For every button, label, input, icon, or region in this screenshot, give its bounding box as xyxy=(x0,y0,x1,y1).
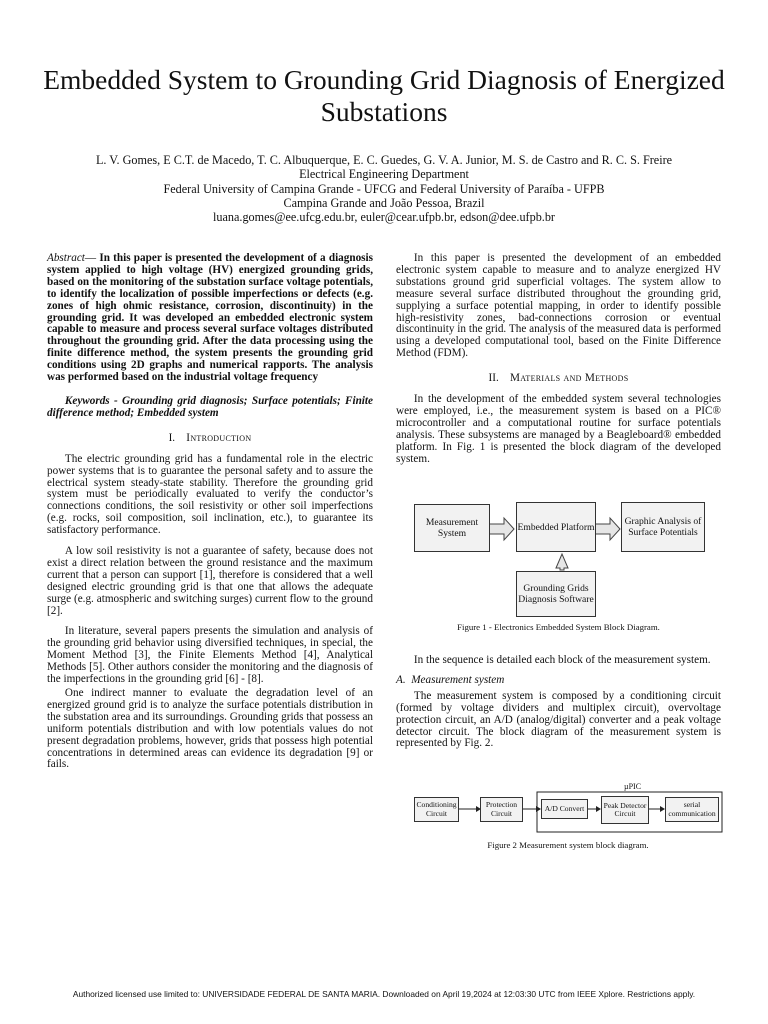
section-heading-materials xyxy=(396,373,721,385)
ieee-footer: Authorized licensed use limited to: UNIVERSIDADE FEDERAL DE SANTA MARIA. Downloaded on April 19,2024 at 12:03:30 UTC from IEEE Xplore. Restrictions apply. xyxy=(72,989,696,999)
abstract-label: Abstract xyxy=(47,252,85,264)
section-title: Materials and Methods xyxy=(509,372,629,385)
peak-detector-block: Peak Detector Circuit xyxy=(601,796,649,824)
measurement-system-block: Measurement System xyxy=(414,504,490,552)
intro-paragraph-5: In this paper is presented the development of an embedded electronic system capable to measure and to analyze energized HV substations ground grid superficial voltages. The system allow to measure several surface distributed throughout the grounding grid, supplying a surface potential mapping, in order to identify possible high-resistivity zones, bad-connections corrosion or eventual discontinuity in the grid. The analysis of the measured data is performed using a developed computational tool, based on the Finite Difference Method (FDM). xyxy=(396,252,721,360)
methods-paragraph-2: In the sequence is detailed each block of the measurement system. xyxy=(413,654,711,666)
author-department: Electrical Engineering Department xyxy=(299,167,469,182)
author-city: Campina Grande and João Pessoa, Brazil xyxy=(283,195,485,210)
methods-paragraph-1: In the development of the embedded system several technologies were employed, i.e., the measurement system is based on a PIC® microcontroller and a computational routine for surface potentials analysis. These subsystems are managed by a Beagleboard® embedded platform. In Fig. 1 is presented the block diagram of the developed system. xyxy=(396,393,721,465)
right-column-continued xyxy=(396,655,721,750)
diagnosis-software-block: Grounding Grids Diagnosis Software xyxy=(516,571,596,617)
left-column xyxy=(47,253,373,771)
right-column xyxy=(396,253,721,466)
conditioning-circuit-block: Conditioning Circuit xyxy=(414,797,459,822)
abstract-dash: — xyxy=(84,252,97,264)
upic-label: µPIC xyxy=(624,782,642,791)
subsection-title: Measurement system xyxy=(411,673,505,686)
author-names: L. V. Gomes, E C.T. de Macedo, T. C. Albuquerque, E. C. Guedes, G. V. A. Junior, M. S. de Castro and R. C. S. Freire xyxy=(95,153,673,167)
methods-paragraph-3: The measurement system is composed by a conditioning circuit (formed by voltage dividers and multiplex circuit), overvoltage protection circuit, an A/D (analog/digital) converter and a peak voltage detector circuit. The block diagram of the measurement system is represented by Fig. 2. xyxy=(396,689,721,750)
figure-2 xyxy=(410,782,726,854)
paper-title: Embedded System to Grounding Grid Diagnosis of Energized Substations xyxy=(43,64,725,127)
embedded-platform-block: Embedded Platform xyxy=(516,502,596,552)
protection-circuit-block: Protection Circuit xyxy=(480,797,523,822)
figure-2-caption: Figure 2 Measurement system block diagram. xyxy=(487,840,649,850)
abstract xyxy=(47,253,373,384)
graphic-analysis-block: Graphic Analysis of Surface Potentials xyxy=(621,502,705,552)
keywords: Keywords - Grounding grid diagnosis; Surface potentials; Finite difference method; Embedded system xyxy=(47,394,373,419)
figure-1-caption: Figure 1 - Electronics Embedded System Block Diagram. xyxy=(457,622,660,632)
section-number: I. xyxy=(168,431,176,444)
section-heading-introduction xyxy=(47,433,373,445)
section-number: II. xyxy=(488,372,499,385)
intro-paragraph-3: In literature, several papers presents the simulation and analysis of the grounding grid behavior using diversified techniques, in special, the Moment Method [3], the Finite Elements Method [4], Analytical Methods [5]. Other authors consider the monitoring and the diagnosis of the imperfections in the grounding grid [6] - [8]. xyxy=(47,625,373,686)
author-emails: luana.gomes@ee.ufcg.edu.br, euler@cear.ufpb.br, edson@dee.ufpb.br xyxy=(213,210,555,225)
abstract-text: In this paper is presented the development of a diagnosis system applied to high voltage (HV) energized grounding grids, based on the monitoring of the substation surface voltage potentials, to identify the localization of possible imperfections or defects (e.g. zones of high ohmic resistance, corrosion, discontinuity) in the grounding grid. It was developed an embedded electronic system capable to measure and process several surface voltages distributed throughout the grounding grid. After the data processing using the finite difference method, the system presents the grounding grid conditions using 2D graphs and numerical rapports. The analysis was performed based on the industrial voltage frequency xyxy=(47,252,373,384)
author-block xyxy=(20,153,748,224)
subsection-heading-measurement xyxy=(396,675,721,687)
author-university: Federal University of Campina Grande - UFCG and Federal University of Paraíba - UFPB xyxy=(163,181,605,196)
subsection-label: A. xyxy=(396,673,406,686)
intro-paragraph-4: One indirect manner to evaluate the degradation level of an energized ground grid is to analyze the surface potentials distribution in the substation area and its surroundings. Grounding grids that possess an uniform potentials distribution and with low potentials values do not present degradation problems, however, grids that possess high potential concentrations in determined areas can evidence its degradation [9] or fails. xyxy=(47,687,373,771)
figure-1 xyxy=(396,496,721,636)
section-title: Introduction xyxy=(186,431,252,444)
ad-converter-block: A/D Convert xyxy=(541,799,588,819)
serial-communication-block: serial communication xyxy=(665,797,719,822)
intro-paragraph-1: The electric grounding grid has a fundamental role in the electric power systems that is to guarantee the personal safety and to assure the electrical system steady-state stability. Therefore the grounding grid system must be periodically evaluated to verify the conductor’s connections conditions, the soil resistivity or other soil imperfections (e.g. rocks, soil composition, soil inclination, etc.), to guarantee its satisfactory performance. xyxy=(47,452,373,537)
intro-paragraph-2: A low soil resistivity is not a guarantee of safety, because does not exist a direct relation between the ground resistance and the maximum current that a person can support [1], therefore is considered that a well designed electric grounding grid is that one that allows the adequate surge (e.g. atmospheric and switching surges) current flow to the ground [2]. xyxy=(47,545,373,617)
